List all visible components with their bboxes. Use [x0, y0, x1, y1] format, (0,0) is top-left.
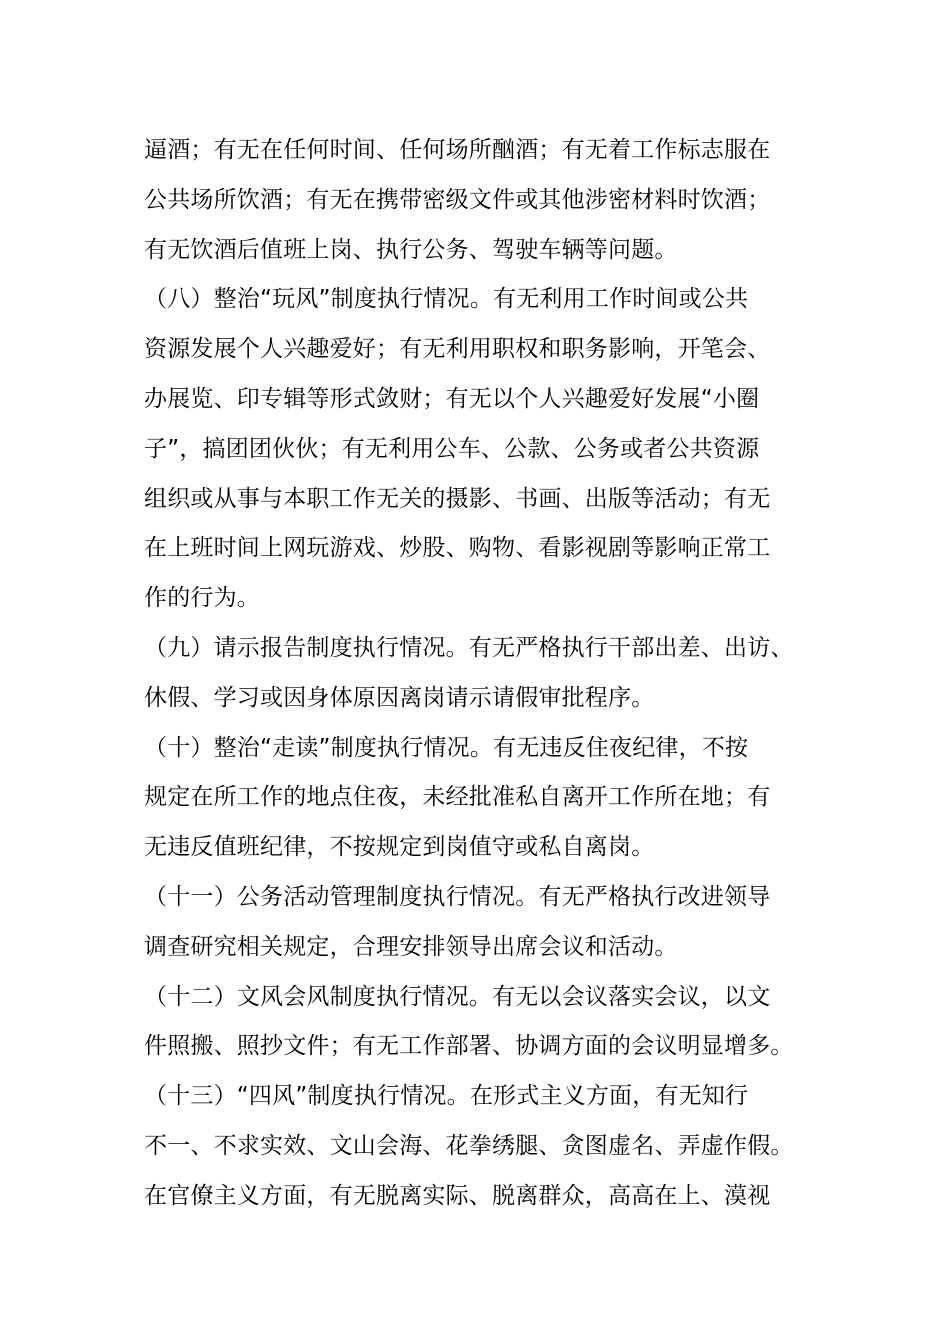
text-line: 办展览、印专辑等形式敛财；有无以个人兴趣爱好发展“小圈	[144, 385, 760, 412]
section-12-heading-line: （十二）文风会风制度执行情况。有无以会议落实会议，以文	[144, 983, 771, 1010]
text-line: 子”，搞团团伙伙；有无利用公车、公款、公务或者公共资源	[144, 435, 760, 462]
section-13-heading-line: （十三）“四风”制度执行情况。在形式主义方面，有无知行	[144, 1083, 749, 1110]
text-line: 组织或从事与本职工作无关的摄影、书画、出版等活动；有无	[144, 485, 771, 512]
section-8-heading-line: （八）整治“玩风”制度执行情况。有无利用工作时间或公共	[144, 286, 749, 313]
text-line: 公共场所饮酒；有无在携带密级文件或其他涉密材料时饮酒；	[144, 186, 771, 213]
text-line: 无违反值班纪律，不按规定到岗值守或私自离岗。	[144, 834, 655, 861]
text-line: 规定在所工作的地点住夜，未经批准私自离开工作所在地；有	[144, 784, 771, 811]
text-line: 休假、学习或因身体原因离岗请示请假审批程序。	[144, 684, 655, 711]
text-line: 件照搬、照抄文件；有无工作部署、协调方面的会议明显增多。	[144, 1033, 794, 1060]
text-line: 在上班时间上网玩游戏、炒股、购物、看影视剧等影响正常工	[144, 535, 771, 562]
text-line: 有无饮酒后值班上岗、执行公务、驾驶车辆等问题。	[144, 236, 678, 263]
section-9-heading-line: （九）请示报告制度执行情况。有无严格执行干部出差、出访、	[144, 634, 794, 661]
section-10-heading-line: （十）整治“走读”制度执行情况。有无违反住夜纪律，不按	[144, 734, 749, 761]
text-line: 作的行为。	[144, 585, 260, 612]
text-line: 调查研究相关规定，合理安排领导出席会议和活动。	[144, 933, 678, 960]
body-text	[144, 126, 824, 1222]
text-line: 资源发展个人兴趣爱好；有无利用职权和职务影响，开笔会、	[144, 336, 771, 363]
text-line: 不一、不求实效、文山会海、花拳绣腿、贪图虚名、弄虚作假。	[144, 1132, 794, 1159]
section-11-heading-line: （十一）公务活动管理制度执行情况。有无严格执行改进领导	[144, 883, 771, 910]
text-line: 在官僚主义方面，有无脱离实际、脱离群众，高高在上、漠视	[144, 1182, 771, 1209]
text-line: 逼酒；有无在任何时间、任何场所酗酒；有无着工作标志服在	[144, 137, 771, 163]
